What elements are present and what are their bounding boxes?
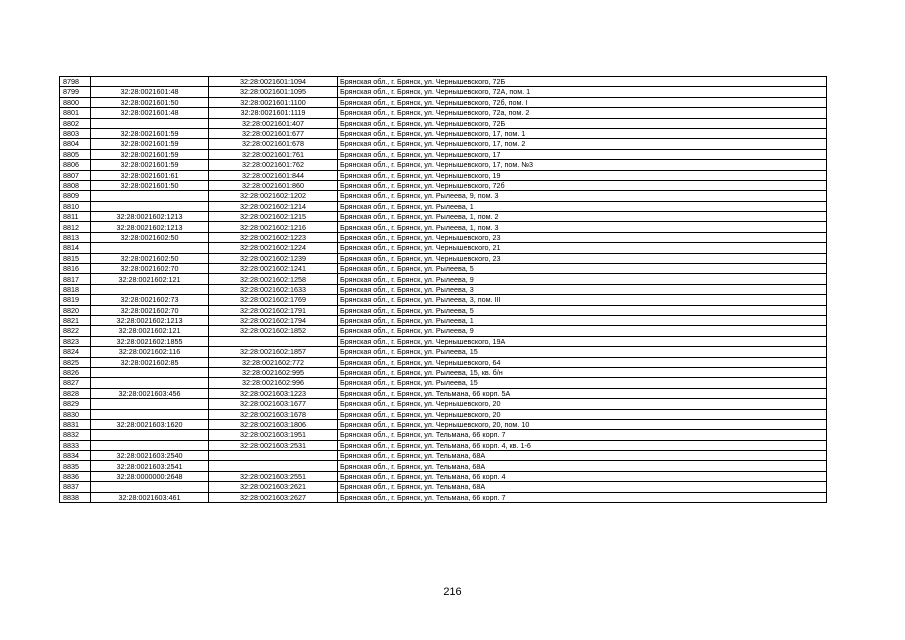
cadastral-number-cell: 32:28:0021601:678	[209, 139, 338, 149]
page-number: 216	[443, 586, 462, 598]
cadastral-number-cell: 32:28:0021603:2621	[209, 482, 338, 492]
cadastral-number-cell: 32:28:0021602:1794	[209, 315, 338, 325]
row-number-cell: 8822	[60, 326, 91, 336]
old-cadastral-number-cell: 32:28:0021602:1213	[91, 222, 209, 232]
row-number-cell: 8799	[60, 87, 91, 97]
row-number-cell: 8819	[60, 295, 91, 305]
old-cadastral-number-cell: 32:28:0021602:116	[91, 347, 209, 357]
address-cell: Брянская обл., г. Брянск, ул. Чернышевского, 72а, пом. 2	[338, 108, 827, 118]
address-cell: Брянская обл., г. Брянск, ул. Тельмана, 66 корп. 7	[338, 492, 827, 502]
address-cell: Брянская обл., г. Брянск, ул. Рылеева, 15, кв. б/н	[338, 367, 827, 377]
address-cell: Брянская обл., г. Брянск, ул. Рылеева, 1, пом. 2	[338, 212, 827, 222]
address-cell: Брянская обл., г. Брянск, ул. Тельмана, 66 корп. 4, кв. 1-6	[338, 440, 827, 450]
row-number-cell: 8838	[60, 492, 91, 502]
old-cadastral-number-cell: 32:28:0021603:456	[91, 388, 209, 398]
row-number-cell: 8835	[60, 461, 91, 471]
address-cell: Брянская обл., г. Брянск, ул. Тельмана, 66 корп. 7	[338, 430, 827, 440]
cadastral-number-cell: 32:28:0021601:1100	[209, 97, 338, 107]
address-cell: Брянская обл., г. Брянск, ул. Чернышевского, 17	[338, 149, 827, 159]
table-row	[60, 399, 827, 409]
address-cell: Брянская обл., г. Брянск, ул. Рылеева, 15	[338, 347, 827, 357]
row-number-cell: 8837	[60, 482, 91, 492]
address-cell: Брянская обл., г. Брянск, ул. Чернышевского, 19А	[338, 336, 827, 346]
table-row	[60, 160, 827, 170]
address-cell: Брянская обл., г. Брянск, ул. Тельмана, 66 корп. 4	[338, 471, 827, 481]
old-cadastral-number-cell: 32:28:0021601:59	[91, 149, 209, 159]
old-cadastral-number-cell: 32:28:0021601:50	[91, 97, 209, 107]
table-row	[60, 212, 827, 222]
table-body	[60, 77, 827, 503]
old-cadastral-number-cell: 32:28:0021603:461	[91, 492, 209, 502]
address-cell: Брянская обл., г. Брянск, ул. Чернышевского, 72б, пом. I	[338, 97, 827, 107]
table-row	[60, 139, 827, 149]
address-cell: Брянская обл., г. Брянск, ул. Чернышевского, 72б	[338, 180, 827, 190]
address-cell: Брянская обл., г. Брянск, ул. Рылеева, 1, пом. 3	[338, 222, 827, 232]
row-number-cell: 8826	[60, 367, 91, 377]
row-number-cell: 8817	[60, 274, 91, 284]
table-row	[60, 149, 827, 159]
row-number-cell: 8834	[60, 451, 91, 461]
row-number-cell: 8820	[60, 305, 91, 315]
old-cadastral-number-cell: 32:28:0021601:59	[91, 128, 209, 138]
address-cell: Брянская обл., г. Брянск, ул. Чернышевского, 23	[338, 232, 827, 242]
address-cell: Брянская обл., г. Брянск, ул. Рылеева, 9	[338, 274, 827, 284]
cadastral-number-cell: 32:28:0021601:677	[209, 128, 338, 138]
old-cadastral-number-cell: 32:28:0021602:70	[91, 264, 209, 274]
cadastral-number-cell: 32:28:0021602:1241	[209, 264, 338, 274]
old-cadastral-number-cell: 32:28:0000000:2648	[91, 471, 209, 481]
cadastral-number-cell: 32:28:0021602:995	[209, 367, 338, 377]
old-cadastral-number-cell	[91, 118, 209, 128]
cadastral-number-cell: 32:28:0021602:1215	[209, 212, 338, 222]
table-row	[60, 222, 827, 232]
row-number-cell: 8833	[60, 440, 91, 450]
old-cadastral-number-cell	[91, 201, 209, 211]
old-cadastral-number-cell	[91, 77, 209, 87]
table-row	[60, 347, 827, 357]
table-row	[60, 357, 827, 367]
row-number-cell: 8803	[60, 128, 91, 138]
address-cell: Брянская обл., г. Брянск, ул. Рылеева, 1	[338, 315, 827, 325]
cadastral-number-cell	[209, 461, 338, 471]
old-cadastral-number-cell: 32:28:0021602:85	[91, 357, 209, 367]
table-row	[60, 180, 827, 190]
table-row	[60, 201, 827, 211]
table-row	[60, 87, 827, 97]
row-number-cell: 8821	[60, 315, 91, 325]
address-cell: Брянская обл., г. Брянск, ул. Чернышевского, 72Б	[338, 77, 827, 87]
row-number-cell: 8832	[60, 430, 91, 440]
cadastral-number-cell: 32:28:0021602:1202	[209, 191, 338, 201]
cadastral-number-cell: 32:28:0021603:1806	[209, 419, 338, 429]
row-number-cell: 8818	[60, 284, 91, 294]
old-cadastral-number-cell: 32:28:0021602:50	[91, 232, 209, 242]
table-row	[60, 430, 827, 440]
cadastral-number-cell: 32:28:0021601:407	[209, 118, 338, 128]
table-row	[60, 118, 827, 128]
row-number-cell: 8815	[60, 253, 91, 263]
cadastral-number-cell: 32:28:0021602:1214	[209, 201, 338, 211]
address-cell: Брянская обл., г. Брянск, ул. Чернышевского, 64	[338, 357, 827, 367]
cadastral-number-cell: 32:28:0021603:1223	[209, 388, 338, 398]
table-row	[60, 315, 827, 325]
address-cell: Брянская обл., г. Брянск, ул. Чернышевского, 17, пом. 1	[338, 128, 827, 138]
row-number-cell: 8807	[60, 170, 91, 180]
row-number-cell: 8814	[60, 243, 91, 253]
old-cadastral-number-cell	[91, 430, 209, 440]
row-number-cell: 8829	[60, 399, 91, 409]
address-cell: Брянская обл., г. Брянск, ул. Рылеева, 3, пом. III	[338, 295, 827, 305]
cadastral-number-cell: 32:28:0021603:2627	[209, 492, 338, 502]
table-row	[60, 336, 827, 346]
row-number-cell: 8801	[60, 108, 91, 118]
table-row	[60, 232, 827, 242]
old-cadastral-number-cell: 32:28:0021602:70	[91, 305, 209, 315]
cadastral-number-cell: 32:28:0021603:1677	[209, 399, 338, 409]
address-cell: Брянская обл., г. Брянск, ул. Чернышевского, 17, пом. №3	[338, 160, 827, 170]
cadastral-number-cell: 32:28:0021603:2531	[209, 440, 338, 450]
table-row	[60, 461, 827, 471]
table-row	[60, 284, 827, 294]
address-cell: Брянская обл., г. Брянск, ул. Чернышевского, 21	[338, 243, 827, 253]
cadastral-number-cell: 32:28:0021602:1216	[209, 222, 338, 232]
row-number-cell: 8836	[60, 471, 91, 481]
row-number-cell: 8808	[60, 180, 91, 190]
cadastral-number-cell: 32:28:0021602:1239	[209, 253, 338, 263]
address-cell: Брянская обл., г. Брянск, ул. Чернышевского, 72Б	[338, 118, 827, 128]
table-row	[60, 274, 827, 284]
cadastral-number-cell: 32:28:0021603:2551	[209, 471, 338, 481]
old-cadastral-number-cell: 32:28:0021603:1620	[91, 419, 209, 429]
address-cell: Брянская обл., г. Брянск, ул. Рылеева, 5	[338, 264, 827, 274]
table-row	[60, 253, 827, 263]
row-number-cell: 8816	[60, 264, 91, 274]
cadastral-number-cell: 32:28:0021601:1095	[209, 87, 338, 97]
old-cadastral-number-cell: 32:28:0021601:48	[91, 108, 209, 118]
old-cadastral-number-cell: 32:28:0021603:2540	[91, 451, 209, 461]
old-cadastral-number-cell	[91, 284, 209, 294]
row-number-cell: 8809	[60, 191, 91, 201]
row-number-cell: 8802	[60, 118, 91, 128]
table-row	[60, 128, 827, 138]
table-row	[60, 295, 827, 305]
address-cell: Брянская обл., г. Брянск, ул. Чернышевского, 17, пом. 2	[338, 139, 827, 149]
table-row	[60, 305, 827, 315]
cadastral-number-cell: 32:28:0021601:761	[209, 149, 338, 159]
old-cadastral-number-cell	[91, 243, 209, 253]
cadastral-number-cell: 32:28:0021602:996	[209, 378, 338, 388]
cadastral-number-cell: 32:28:0021603:1678	[209, 409, 338, 419]
cadastral-number-cell: 32:28:0021602:1258	[209, 274, 338, 284]
cadastral-number-cell: 32:28:0021601:844	[209, 170, 338, 180]
old-cadastral-number-cell: 32:28:0021601:48	[91, 87, 209, 97]
cadastral-number-cell: 32:28:0021602:1852	[209, 326, 338, 336]
row-number-cell: 8823	[60, 336, 91, 346]
cadastral-number-cell	[209, 451, 338, 461]
old-cadastral-number-cell: 32:28:0021602:1855	[91, 336, 209, 346]
cadastral-number-cell: 32:28:0021601:1094	[209, 77, 338, 87]
address-cell: Брянская обл., г. Брянск, ул. Чернышевского, 20	[338, 399, 827, 409]
cadastral-number-cell: 32:28:0021603:1951	[209, 430, 338, 440]
row-number-cell: 8800	[60, 97, 91, 107]
row-number-cell: 8827	[60, 378, 91, 388]
address-cell: Брянская обл., г. Брянск, ул. Чернышевского, 72А, пом. 1	[338, 87, 827, 97]
row-number-cell: 8811	[60, 212, 91, 222]
old-cadastral-number-cell	[91, 378, 209, 388]
old-cadastral-number-cell	[91, 367, 209, 377]
address-cell: Брянская обл., г. Брянск, ул. Чернышевского, 23	[338, 253, 827, 263]
old-cadastral-number-cell	[91, 191, 209, 201]
address-cell: Брянская обл., г. Брянск, ул. Чернышевского, 19	[338, 170, 827, 180]
table-row	[60, 191, 827, 201]
old-cadastral-number-cell: 32:28:0021602:73	[91, 295, 209, 305]
address-cell: Брянская обл., г. Брянск, ул. Рылеева, 3	[338, 284, 827, 294]
table-row	[60, 326, 827, 336]
cadastral-number-cell: 32:28:0021602:1857	[209, 347, 338, 357]
table-row	[60, 471, 827, 481]
cadastral-number-cell: 32:28:0021602:1633	[209, 284, 338, 294]
address-cell: Брянская обл., г. Брянск, ул. Рылеева, 1	[338, 201, 827, 211]
old-cadastral-number-cell: 32:28:0021603:2541	[91, 461, 209, 471]
address-cell: Брянская обл., г. Брянск, ул. Тельмана, 68А	[338, 461, 827, 471]
row-number-cell: 8798	[60, 77, 91, 87]
old-cadastral-number-cell: 32:28:0021602:121	[91, 326, 209, 336]
table-row	[60, 367, 827, 377]
cadastral-number-cell: 32:28:0021602:1223	[209, 232, 338, 242]
row-number-cell: 8831	[60, 419, 91, 429]
old-cadastral-number-cell: 32:28:0021602:1213	[91, 212, 209, 222]
row-number-cell: 8824	[60, 347, 91, 357]
cadastral-number-cell: 32:28:0021602:1769	[209, 295, 338, 305]
cadastral-number-cell	[209, 336, 338, 346]
row-number-cell: 8805	[60, 149, 91, 159]
old-cadastral-number-cell: 32:28:0021602:50	[91, 253, 209, 263]
table-row	[60, 440, 827, 450]
old-cadastral-number-cell	[91, 399, 209, 409]
row-number-cell: 8806	[60, 160, 91, 170]
address-cell: Брянская обл., г. Брянск, ул. Рылеева, 9	[338, 326, 827, 336]
row-number-cell: 8804	[60, 139, 91, 149]
address-cell: Брянская обл., г. Брянск, ул. Тельмана, 68А	[338, 482, 827, 492]
old-cadastral-number-cell: 32:28:0021601:59	[91, 139, 209, 149]
table-row	[60, 419, 827, 429]
row-number-cell: 8812	[60, 222, 91, 232]
address-cell: Брянская обл., г. Брянск, ул. Чернышевского, 20, пом. 10	[338, 419, 827, 429]
cadastral-number-cell: 32:28:0021602:772	[209, 357, 338, 367]
address-cell: Брянская обл., г. Брянск, ул. Тельмана, 68А	[338, 451, 827, 461]
row-number-cell: 8825	[60, 357, 91, 367]
table-row	[60, 492, 827, 502]
address-cell: Брянская обл., г. Брянск, ул. Тельмана, 66 корп. 5А	[338, 388, 827, 398]
address-cell: Брянская обл., г. Брянск, ул. Чернышевского, 20	[338, 409, 827, 419]
row-number-cell: 8828	[60, 388, 91, 398]
cadastral-number-cell: 32:28:0021601:762	[209, 160, 338, 170]
table-row	[60, 108, 827, 118]
cadastral-table	[59, 76, 827, 503]
table-row	[60, 77, 827, 87]
old-cadastral-number-cell: 32:28:0021602:121	[91, 274, 209, 284]
table-row	[60, 243, 827, 253]
row-number-cell: 8813	[60, 232, 91, 242]
table-row	[60, 409, 827, 419]
old-cadastral-number-cell: 32:28:0021601:59	[91, 160, 209, 170]
table-row	[60, 264, 827, 274]
cadastral-number-cell: 32:28:0021602:1224	[209, 243, 338, 253]
cadastral-number-cell: 32:28:0021601:1119	[209, 108, 338, 118]
address-cell: Брянская обл., г. Брянск, ул. Рылеева, 5	[338, 305, 827, 315]
table-row	[60, 378, 827, 388]
table-row	[60, 170, 827, 180]
address-cell: Брянская обл., г. Брянск, ул. Рылеева, 9, пом. 3	[338, 191, 827, 201]
cadastral-number-cell: 32:28:0021602:1791	[209, 305, 338, 315]
cadastral-number-cell: 32:28:0021601:860	[209, 180, 338, 190]
row-number-cell: 8810	[60, 201, 91, 211]
table-row	[60, 388, 827, 398]
address-cell: Брянская обл., г. Брянск, ул. Рылеева, 15	[338, 378, 827, 388]
old-cadastral-number-cell: 32:28:0021601:50	[91, 180, 209, 190]
old-cadastral-number-cell	[91, 482, 209, 492]
old-cadastral-number-cell	[91, 440, 209, 450]
row-number-cell: 8830	[60, 409, 91, 419]
table-row	[60, 451, 827, 461]
old-cadastral-number-cell	[91, 409, 209, 419]
table-row	[60, 482, 827, 492]
old-cadastral-number-cell: 32:28:0021602:1213	[91, 315, 209, 325]
old-cadastral-number-cell: 32:28:0021601:61	[91, 170, 209, 180]
table-row	[60, 97, 827, 107]
